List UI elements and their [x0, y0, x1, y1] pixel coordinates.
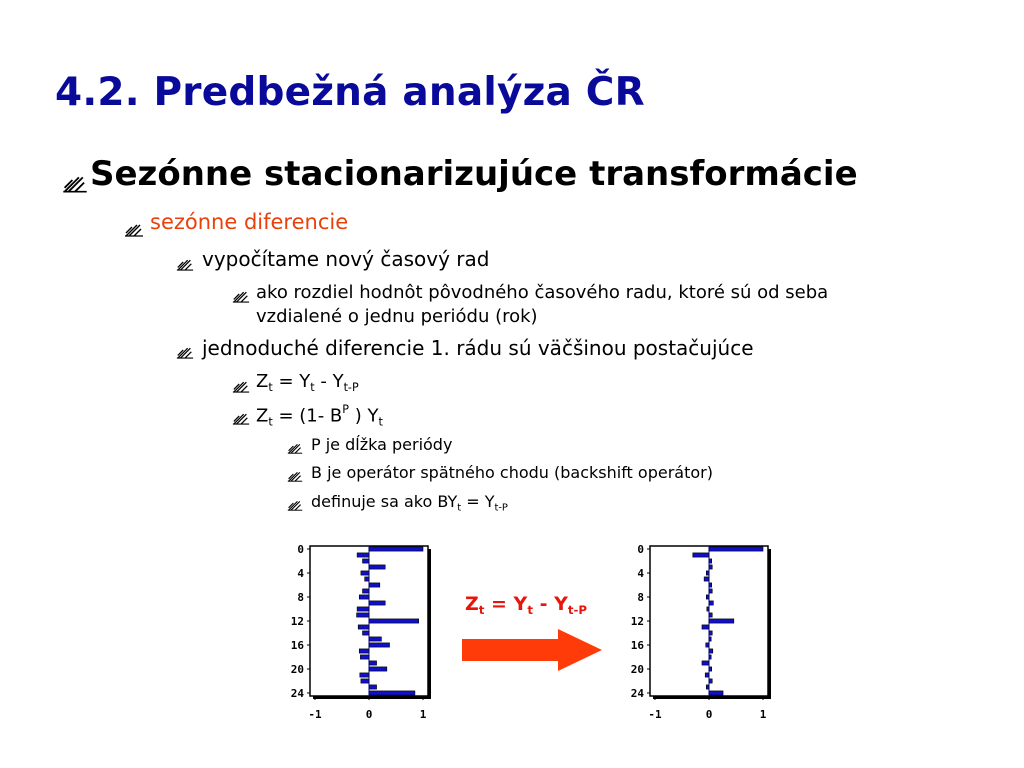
sub-item-difference-desc: ako rozdiel hodnôt pôvodného časového radu, ktoré sú od seba vzdialené o jednu periódu (rok) — [256, 282, 829, 327]
acf-bar — [709, 637, 711, 641]
y-tick-label: 12 — [630, 615, 644, 628]
acf-bar — [361, 571, 369, 575]
bullet-icon — [62, 167, 88, 193]
slide-title: 4.2. Predbežná analýza ČR — [55, 70, 645, 115]
y-tick-label: 20 — [290, 663, 304, 676]
acf-bar — [709, 649, 713, 653]
acf-chart-original — [278, 540, 438, 730]
acf-bar — [709, 631, 712, 635]
acf-bar — [359, 649, 369, 653]
acf-bar — [360, 655, 369, 659]
acf-bar — [709, 655, 711, 659]
sub-item-new-series: vypočítame nový časový rad — [202, 247, 490, 271]
acf-bar — [357, 607, 369, 611]
acf-chart-original-svg — [278, 540, 438, 730]
acf-bar — [705, 673, 709, 677]
y-tick-label: 16 — [630, 639, 644, 652]
y-tick-label: 24 — [630, 687, 644, 700]
acf-bar — [369, 619, 419, 623]
x-tick-label: 1 — [759, 708, 767, 721]
acf-bar — [369, 601, 385, 605]
acf-bar — [709, 589, 712, 593]
bullet-icon — [232, 375, 250, 393]
acf-bar — [369, 547, 423, 551]
transform-arrow-icon — [460, 627, 605, 673]
acf-bar — [361, 679, 369, 683]
acf-bar — [693, 553, 709, 557]
acf-bar — [706, 595, 709, 599]
acf-bar — [709, 601, 713, 605]
acf-bar — [363, 631, 369, 635]
x-tick-label: 0 — [705, 708, 713, 721]
acf-bar — [709, 619, 734, 623]
acf-bar — [706, 643, 709, 647]
acf-bar — [369, 565, 385, 569]
bullet-icon — [176, 341, 194, 359]
acf-bar — [369, 685, 377, 689]
acf-bar — [369, 643, 390, 647]
y-tick-label: 0 — [297, 543, 304, 556]
note-definition: definuje sa ako $BY_t = Y_{t-P}$ — [311, 492, 508, 514]
acf-bar — [702, 661, 709, 665]
x-tick-label: -1 — [308, 708, 322, 721]
arrow-formula: $Z_t = Y_t - Y_{t-P}$ — [465, 593, 587, 618]
acf-bar — [363, 589, 369, 593]
note-period: P je dĺžka periódy — [311, 435, 453, 454]
y-tick-label: 16 — [290, 639, 304, 652]
equation-1: $Z_t = Y_t - Y_{t-P}$ — [256, 371, 359, 394]
x-tick-label: 1 — [419, 708, 427, 721]
acf-bar — [709, 691, 723, 695]
acf-bar — [709, 613, 712, 617]
acf-bar — [702, 625, 709, 629]
y-tick-label: 12 — [290, 615, 304, 628]
sub-item-seasonal-differences: sezónne diferencie — [150, 210, 349, 234]
acf-bar — [358, 625, 369, 629]
bullet-icon — [124, 217, 144, 237]
y-tick-label: 20 — [630, 663, 644, 676]
sub-item-first-order: jednoduché diferencie 1. rádu sú väčšinou postačujúce — [202, 336, 754, 360]
acf-bar — [709, 583, 712, 587]
bullet-icon — [287, 438, 303, 454]
acf-bar — [365, 577, 369, 581]
acf-chart-differenced — [618, 540, 778, 730]
y-tick-label: 8 — [297, 591, 304, 604]
acf-bar — [709, 679, 712, 683]
equation-2: $Z_t = (1-$ $B^P$ ) $Y_t$ — [256, 403, 383, 429]
acf-bar — [369, 637, 381, 641]
acf-bar — [707, 607, 709, 611]
acf-bar — [357, 613, 369, 617]
acf-bar — [709, 565, 712, 569]
acf-bar — [369, 667, 387, 671]
y-tick-label: 0 — [637, 543, 644, 556]
acf-bar — [709, 559, 712, 563]
acf-bar — [369, 661, 377, 665]
acf-bar — [709, 547, 763, 551]
heading: Sezónne stacionarizujúce transformácie — [90, 154, 858, 194]
x-tick-label: 0 — [365, 708, 373, 721]
note-backshift: B je operátor spätného chodu (backshift operátor) — [311, 463, 713, 482]
bullet-icon — [287, 495, 303, 511]
acf-bar — [369, 583, 380, 587]
bullet-icon — [176, 253, 194, 271]
acf-bar — [706, 571, 709, 575]
bullet-icon — [287, 466, 303, 482]
bullet-icon — [232, 407, 250, 425]
y-tick-label: 8 — [637, 591, 644, 604]
acf-bar — [357, 553, 369, 557]
acf-bar — [706, 685, 709, 689]
acf-bar — [360, 673, 369, 677]
y-tick-label: 4 — [637, 567, 644, 580]
bullet-icon — [232, 285, 250, 303]
acf-bar — [369, 691, 415, 695]
y-tick-label: 4 — [297, 567, 304, 580]
y-tick-label: 24 — [290, 687, 304, 700]
acf-bar — [704, 577, 709, 581]
x-tick-label: -1 — [648, 708, 662, 721]
acf-chart-differenced-svg — [618, 540, 778, 730]
acf-bar — [709, 667, 712, 671]
acf-bar — [363, 559, 369, 563]
acf-bar — [359, 595, 369, 599]
